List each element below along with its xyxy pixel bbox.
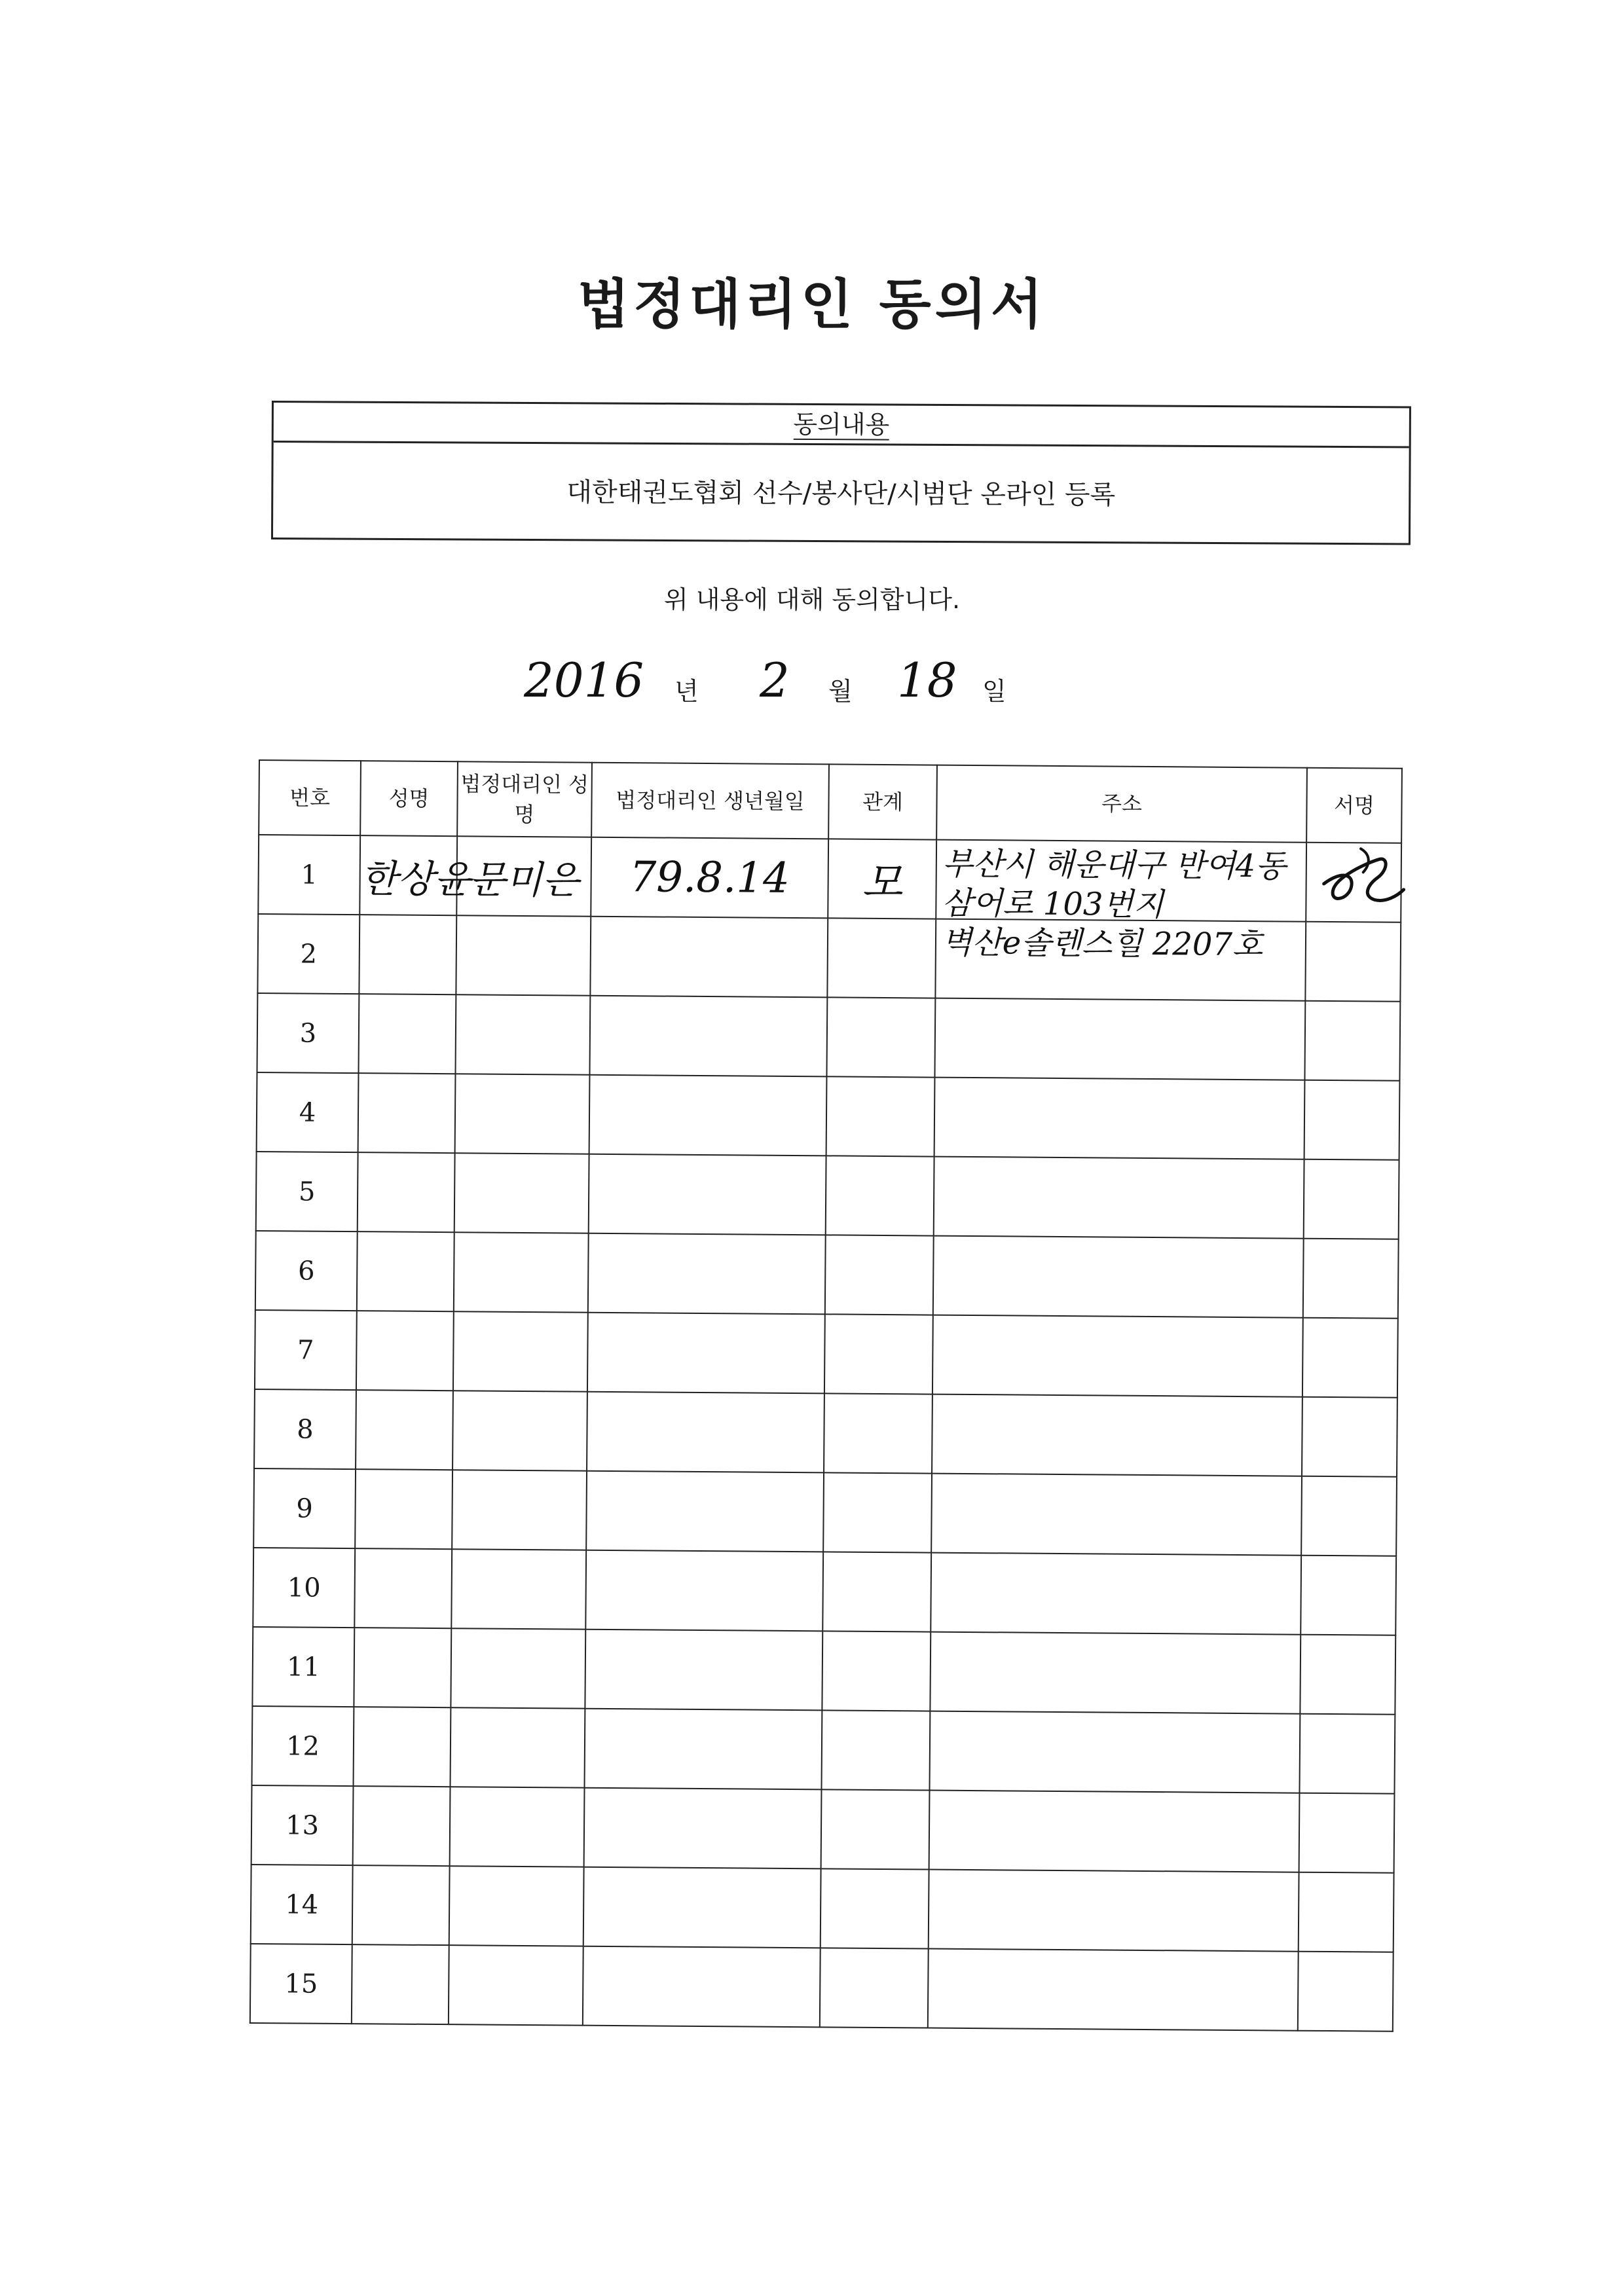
address-cell[interactable]	[933, 1236, 1304, 1318]
address-cell[interactable]	[929, 1711, 1300, 1793]
table-row	[251, 1865, 1394, 1952]
header-name: 성명	[360, 761, 458, 836]
guardian-birth-cell[interactable]	[583, 1946, 821, 2028]
header-no: 번호	[259, 760, 361, 835]
consent-header-label: 동의내용	[793, 409, 890, 439]
row-number: 8	[254, 1389, 356, 1469]
guardian-birth-cell[interactable]	[587, 1313, 825, 1394]
address-line: 부산시 해운대구 반여4동	[942, 845, 1286, 885]
relation-cell[interactable]	[825, 1235, 934, 1315]
sign-cell[interactable]	[1306, 843, 1401, 922]
row-number: 5	[256, 1152, 358, 1231]
guardian-birth-cell[interactable]	[587, 1392, 824, 1473]
row-number: 7	[255, 1310, 357, 1390]
address-cell[interactable]	[931, 1474, 1302, 1556]
consent-box	[271, 401, 1411, 545]
address-cell[interactable]	[932, 1394, 1302, 1476]
guardian-birth-cell[interactable]	[584, 1788, 822, 1869]
name-cell[interactable]	[354, 1548, 452, 1628]
name-cell[interactable]	[354, 1628, 451, 1707]
relation-cell[interactable]	[827, 918, 936, 998]
address-cell[interactable]	[934, 998, 1305, 1080]
guardian-birth-cell[interactable]	[589, 1075, 827, 1156]
guardian-name-cell[interactable]	[453, 1311, 588, 1391]
sign-cell[interactable]	[1299, 1793, 1395, 1873]
guardian-birth-cell[interactable]	[585, 1630, 822, 1711]
header-guardian-birth: 법정대리인 생년월일	[591, 763, 829, 839]
address-cell[interactable]	[931, 1553, 1301, 1635]
table-row	[256, 1152, 1399, 1239]
relation-cell[interactable]	[824, 1393, 932, 1473]
relation-cell[interactable]	[820, 1948, 929, 2028]
guardian-birth-cell[interactable]	[586, 1471, 824, 1552]
guardian-birth-cell[interactable]	[590, 917, 828, 998]
name-cell[interactable]	[359, 915, 456, 994]
name-cell[interactable]	[358, 994, 456, 1074]
table-row	[252, 1627, 1395, 1715]
address-cell[interactable]	[934, 1157, 1304, 1239]
name-cell[interactable]	[355, 1469, 452, 1549]
row-number: 9	[253, 1468, 356, 1548]
date-year-unit: 년	[674, 677, 699, 706]
name-cell[interactable]	[358, 1073, 456, 1153]
guardian-birth-cell[interactable]	[583, 1867, 821, 1948]
relation-cell[interactable]	[826, 1076, 935, 1156]
sign-cell[interactable]	[1299, 1872, 1394, 1952]
date-month-unit: 월	[828, 677, 853, 706]
guardian-birth-cell[interactable]	[584, 1709, 822, 1790]
guardian-name-cell[interactable]	[454, 1232, 589, 1312]
date-line	[524, 651, 1113, 717]
header-sign: 서명	[1306, 768, 1402, 843]
date-day: 18	[897, 653, 957, 708]
relation-cell[interactable]	[821, 1710, 930, 1790]
name-cell[interactable]	[354, 1707, 451, 1787]
guardian-name-cell[interactable]	[455, 1074, 590, 1154]
guardian-name-cell[interactable]	[456, 915, 591, 995]
header-relation: 관계	[828, 764, 937, 839]
name-cell[interactable]	[356, 1311, 454, 1391]
row-number: 15	[250, 1944, 352, 2024]
guardian-birth-value: 79.8.14	[629, 852, 790, 903]
name-cell[interactable]	[358, 1152, 455, 1232]
row-number: 6	[255, 1231, 358, 1311]
sign-cell[interactable]	[1301, 1476, 1397, 1556]
relation-cell[interactable]	[822, 1552, 931, 1631]
address-line: 삼어로 103번지	[942, 884, 1164, 924]
relation-value: 모	[861, 858, 903, 907]
relation-cell[interactable]	[821, 1789, 930, 1869]
guardian-birth-cell[interactable]	[589, 996, 827, 1077]
sign-cell[interactable]	[1304, 1080, 1400, 1160]
guardian-name-value: 문미은	[468, 856, 580, 903]
address-cell[interactable]	[929, 1870, 1299, 1952]
address-cell[interactable]	[930, 1632, 1301, 1714]
table-row	[251, 1785, 1395, 1873]
agree-statement: 위 내용에 대해 동의합니다.	[663, 585, 961, 614]
consent-body: 대한태권도협회 선수/봉사단/시범단 온라인 등록	[566, 477, 1116, 511]
table-row	[253, 1548, 1396, 1635]
relation-cell[interactable]	[821, 1868, 929, 1948]
guardian-table	[249, 759, 1403, 2032]
sign-cell[interactable]	[1298, 1952, 1393, 2032]
relation-cell[interactable]	[823, 1472, 932, 1552]
name-cell[interactable]	[352, 1865, 450, 1945]
header-address: 주소	[936, 765, 1307, 843]
guardian-name-cell[interactable]	[450, 1787, 585, 1867]
guardian-name-cell[interactable]	[449, 1945, 583, 2025]
sign-cell[interactable]	[1302, 1397, 1397, 1477]
row-number: 2	[257, 914, 360, 994]
header-guardian-name: 법정대리인 성명	[457, 761, 592, 837]
address-wrap	[936, 841, 1306, 964]
guardian-name-cell[interactable]	[451, 1707, 585, 1787]
table-header-row	[259, 760, 1402, 843]
table-row	[253, 1468, 1397, 1556]
sign-cell[interactable]	[1299, 1714, 1395, 1794]
date-month: 2	[760, 653, 790, 708]
table-row	[255, 1231, 1399, 1319]
sign-cell[interactable]	[1303, 1239, 1399, 1319]
guardian-birth-cell[interactable]	[588, 1233, 826, 1315]
name-cell[interactable]	[356, 1390, 453, 1470]
date-day-unit: 일	[982, 677, 1006, 706]
address-cell[interactable]	[936, 840, 1306, 964]
guardian-name-cell[interactable]	[451, 1549, 586, 1629]
row-number: 4	[257, 1072, 359, 1152]
guardian-name-cell[interactable]	[455, 994, 590, 1074]
row-number: 1	[258, 835, 360, 915]
table-row	[252, 1706, 1395, 1794]
relation-cell[interactable]	[826, 1156, 934, 1235]
name-cell[interactable]	[360, 835, 471, 915]
guardian-birth-cell[interactable]	[589, 1154, 826, 1235]
document-title: 법정대리인 동의서	[577, 273, 1047, 336]
address-cell[interactable]	[929, 1791, 1300, 1872]
table-row	[254, 1389, 1397, 1477]
date-year: 2016	[524, 653, 644, 708]
guardian-name-cell[interactable]	[454, 1153, 589, 1233]
address-line: 벽산e솔렌스힐 2207호	[941, 924, 1263, 964]
name-cell[interactable]	[352, 1944, 449, 2024]
address-cell[interactable]	[932, 1315, 1303, 1397]
address-cell[interactable]	[928, 1949, 1299, 2031]
guardian-name-cell[interactable]	[456, 836, 591, 916]
address-cell[interactable]	[934, 1078, 1305, 1159]
row-number: 14	[251, 1865, 353, 1944]
relation-cell[interactable]	[822, 1631, 931, 1711]
table-row	[250, 1944, 1393, 2032]
relation-cell[interactable]	[826, 997, 935, 1077]
row-number: 11	[252, 1627, 354, 1707]
row-number: 13	[251, 1785, 354, 1865]
table-row	[257, 993, 1400, 1081]
sign-cell[interactable]	[1304, 1001, 1400, 1081]
table-row	[258, 835, 1401, 922]
sign-cell[interactable]	[1300, 1635, 1395, 1715]
name-cell[interactable]	[353, 1786, 451, 1866]
sign-cell[interactable]	[1301, 1556, 1396, 1635]
name-cell[interactable]	[357, 1231, 454, 1311]
guardian-birth-cell[interactable]	[585, 1550, 823, 1631]
row-number: 3	[257, 993, 359, 1073]
guardian-birth-cell[interactable]	[591, 837, 828, 919]
sign-cell[interactable]	[1302, 1318, 1398, 1398]
guardian-name-cell[interactable]	[449, 1866, 584, 1946]
sign-cell[interactable]	[1304, 1159, 1399, 1239]
signature-icon	[1314, 843, 1407, 916]
row-number: 10	[253, 1548, 355, 1628]
guardian-name-cell[interactable]	[452, 1391, 587, 1470]
consent-header	[274, 403, 1409, 448]
address-value	[942, 845, 1361, 966]
relation-cell[interactable]	[824, 1314, 933, 1394]
table-row	[255, 1310, 1398, 1398]
table-row	[257, 1072, 1400, 1160]
relation-cell[interactable]	[828, 839, 936, 919]
name-value: 한상윤	[360, 856, 471, 902]
guardian-name-cell[interactable]	[451, 1628, 585, 1708]
guardian-name-cell[interactable]	[452, 1470, 587, 1550]
row-number: 12	[252, 1706, 354, 1786]
